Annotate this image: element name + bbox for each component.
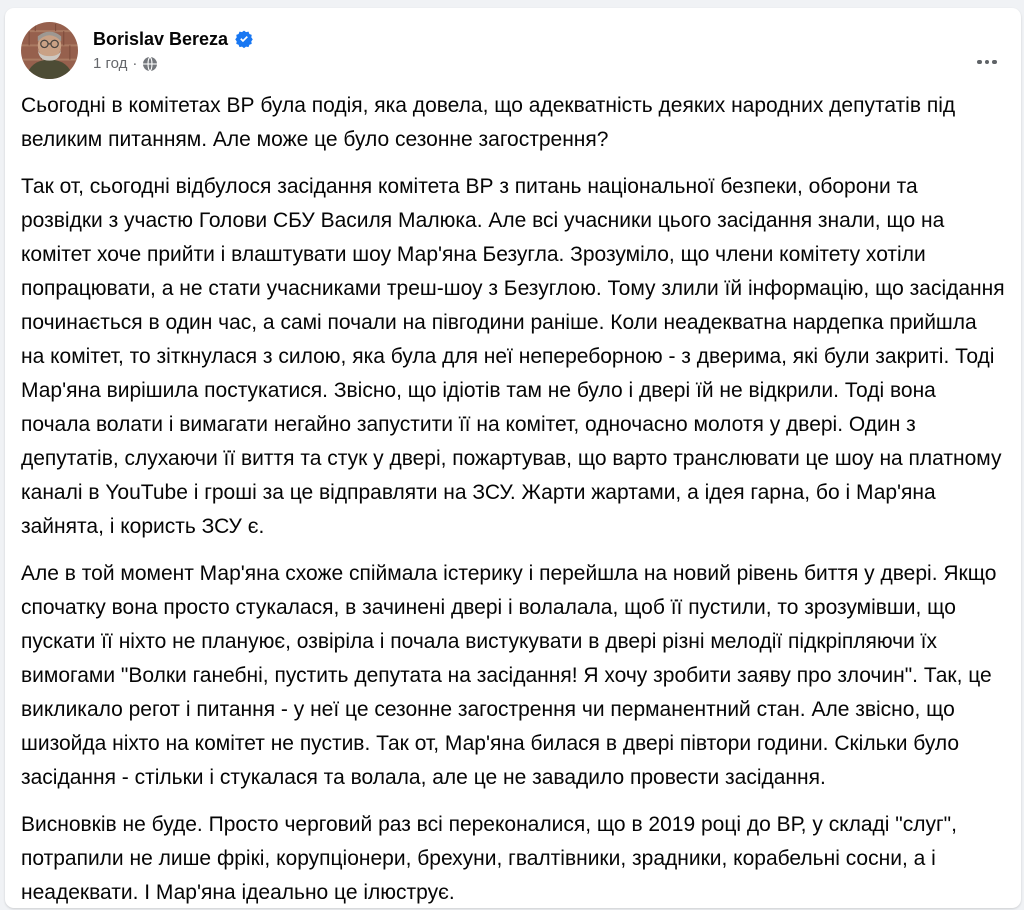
ellipsis-icon bbox=[977, 60, 982, 65]
paragraph: Так от, сьогодні відбулося засідання комітета ВР з питань національної безпеки, оборони та розвідки з участю Голови СБУ Василя Малюка. Але всі учасники цього засідання знали, що на комітет хоче прийти і влаштувати шоу Мар'яна Безугла. Зрозуміло, що члени комітету хотіли попрацювати, а не стати учасниками треш-шоу з Безуглою. Тому злили їй інформацію, що засідання починається в один час, а самі почали на півгодини раніше. Коли неадекватна нардепка прийшла на комітет, то зіткнулася з силою, яка була для неї непереборною - з дверима, які були закриті. Тоді Мар'яна вирішила постукатися. Звісно, що ідіотів там не було і двері їй не відкрили. Тоді вона почала волати і вимагати негайно запустити її на комітет, одночасно молотя у двері. Один з депутатів, слухаючи її виття та стук у двері, пожартував, що варто транслювати це шоу на платному каналі в YouTube і гроші за це відправляти на ЗСУ. Жарти жартами, а ідея гарна, бо і Мар'яна зайнята, і користь ЗСУ є. bbox=[21, 175, 1005, 538]
meta-separator: · bbox=[132, 54, 138, 72]
paragraph: Висновків не буде. Просто черговий раз всі переконалися, що в 2019 році до ВР, у складі "слуг", потрапили не лише фрікі, корупціонери, брехуни, гвалтівники, зрадники, корабельні сосни, а і неадеквати. І Мар'яна ідеально це ілюструє. bbox=[21, 813, 957, 904]
post-header bbox=[21, 20, 1005, 80]
header-text bbox=[93, 28, 969, 73]
public-globe-icon bbox=[142, 56, 158, 72]
post-menu-button[interactable] bbox=[969, 44, 1005, 80]
post-text bbox=[21, 89, 1005, 910]
avatar-photo bbox=[21, 22, 78, 79]
author-name[interactable]: Borislav Bereza bbox=[93, 28, 229, 49]
paragraph: Але в той момент Мар'яна схоже спіймала істерику і перейшла на новий рівень биття у двері. Якщо спочатку вона просто стукалася, в зачинені двері і волалала, щоб її пустили, то зрозумівши, що пускати її ніхто не плануює, озвіріла і почала вистукувати в двері різні мелодії підкріпляючи їх вимогами "Волки ганебні, пустить депутата на засідання! Я хочу зробити заяву про злочин". Так, це викликало регот і питання - у неї це сезонне загострення чи перманентний стан. Але звісно, що шизойда ніхто на комітет не пустив. Так от, Мар'яна билася в двері півтори години. Скільки було засідання - стільки і стукалася та волала, але це не завадило провести засідання. bbox=[21, 562, 997, 789]
meta-row bbox=[93, 54, 969, 73]
paragraph: Сьогодні в комітетах ВР була подія, яка довела, що адекватність деяких народних депутатів під великим питанням. Але може це було сезонне загострення? bbox=[21, 94, 956, 151]
post-timestamp[interactable]: 1 год bbox=[93, 54, 128, 72]
author-row bbox=[93, 28, 969, 50]
verified-badge-icon bbox=[235, 30, 253, 48]
avatar[interactable] bbox=[21, 22, 78, 79]
post-card bbox=[5, 8, 1021, 908]
